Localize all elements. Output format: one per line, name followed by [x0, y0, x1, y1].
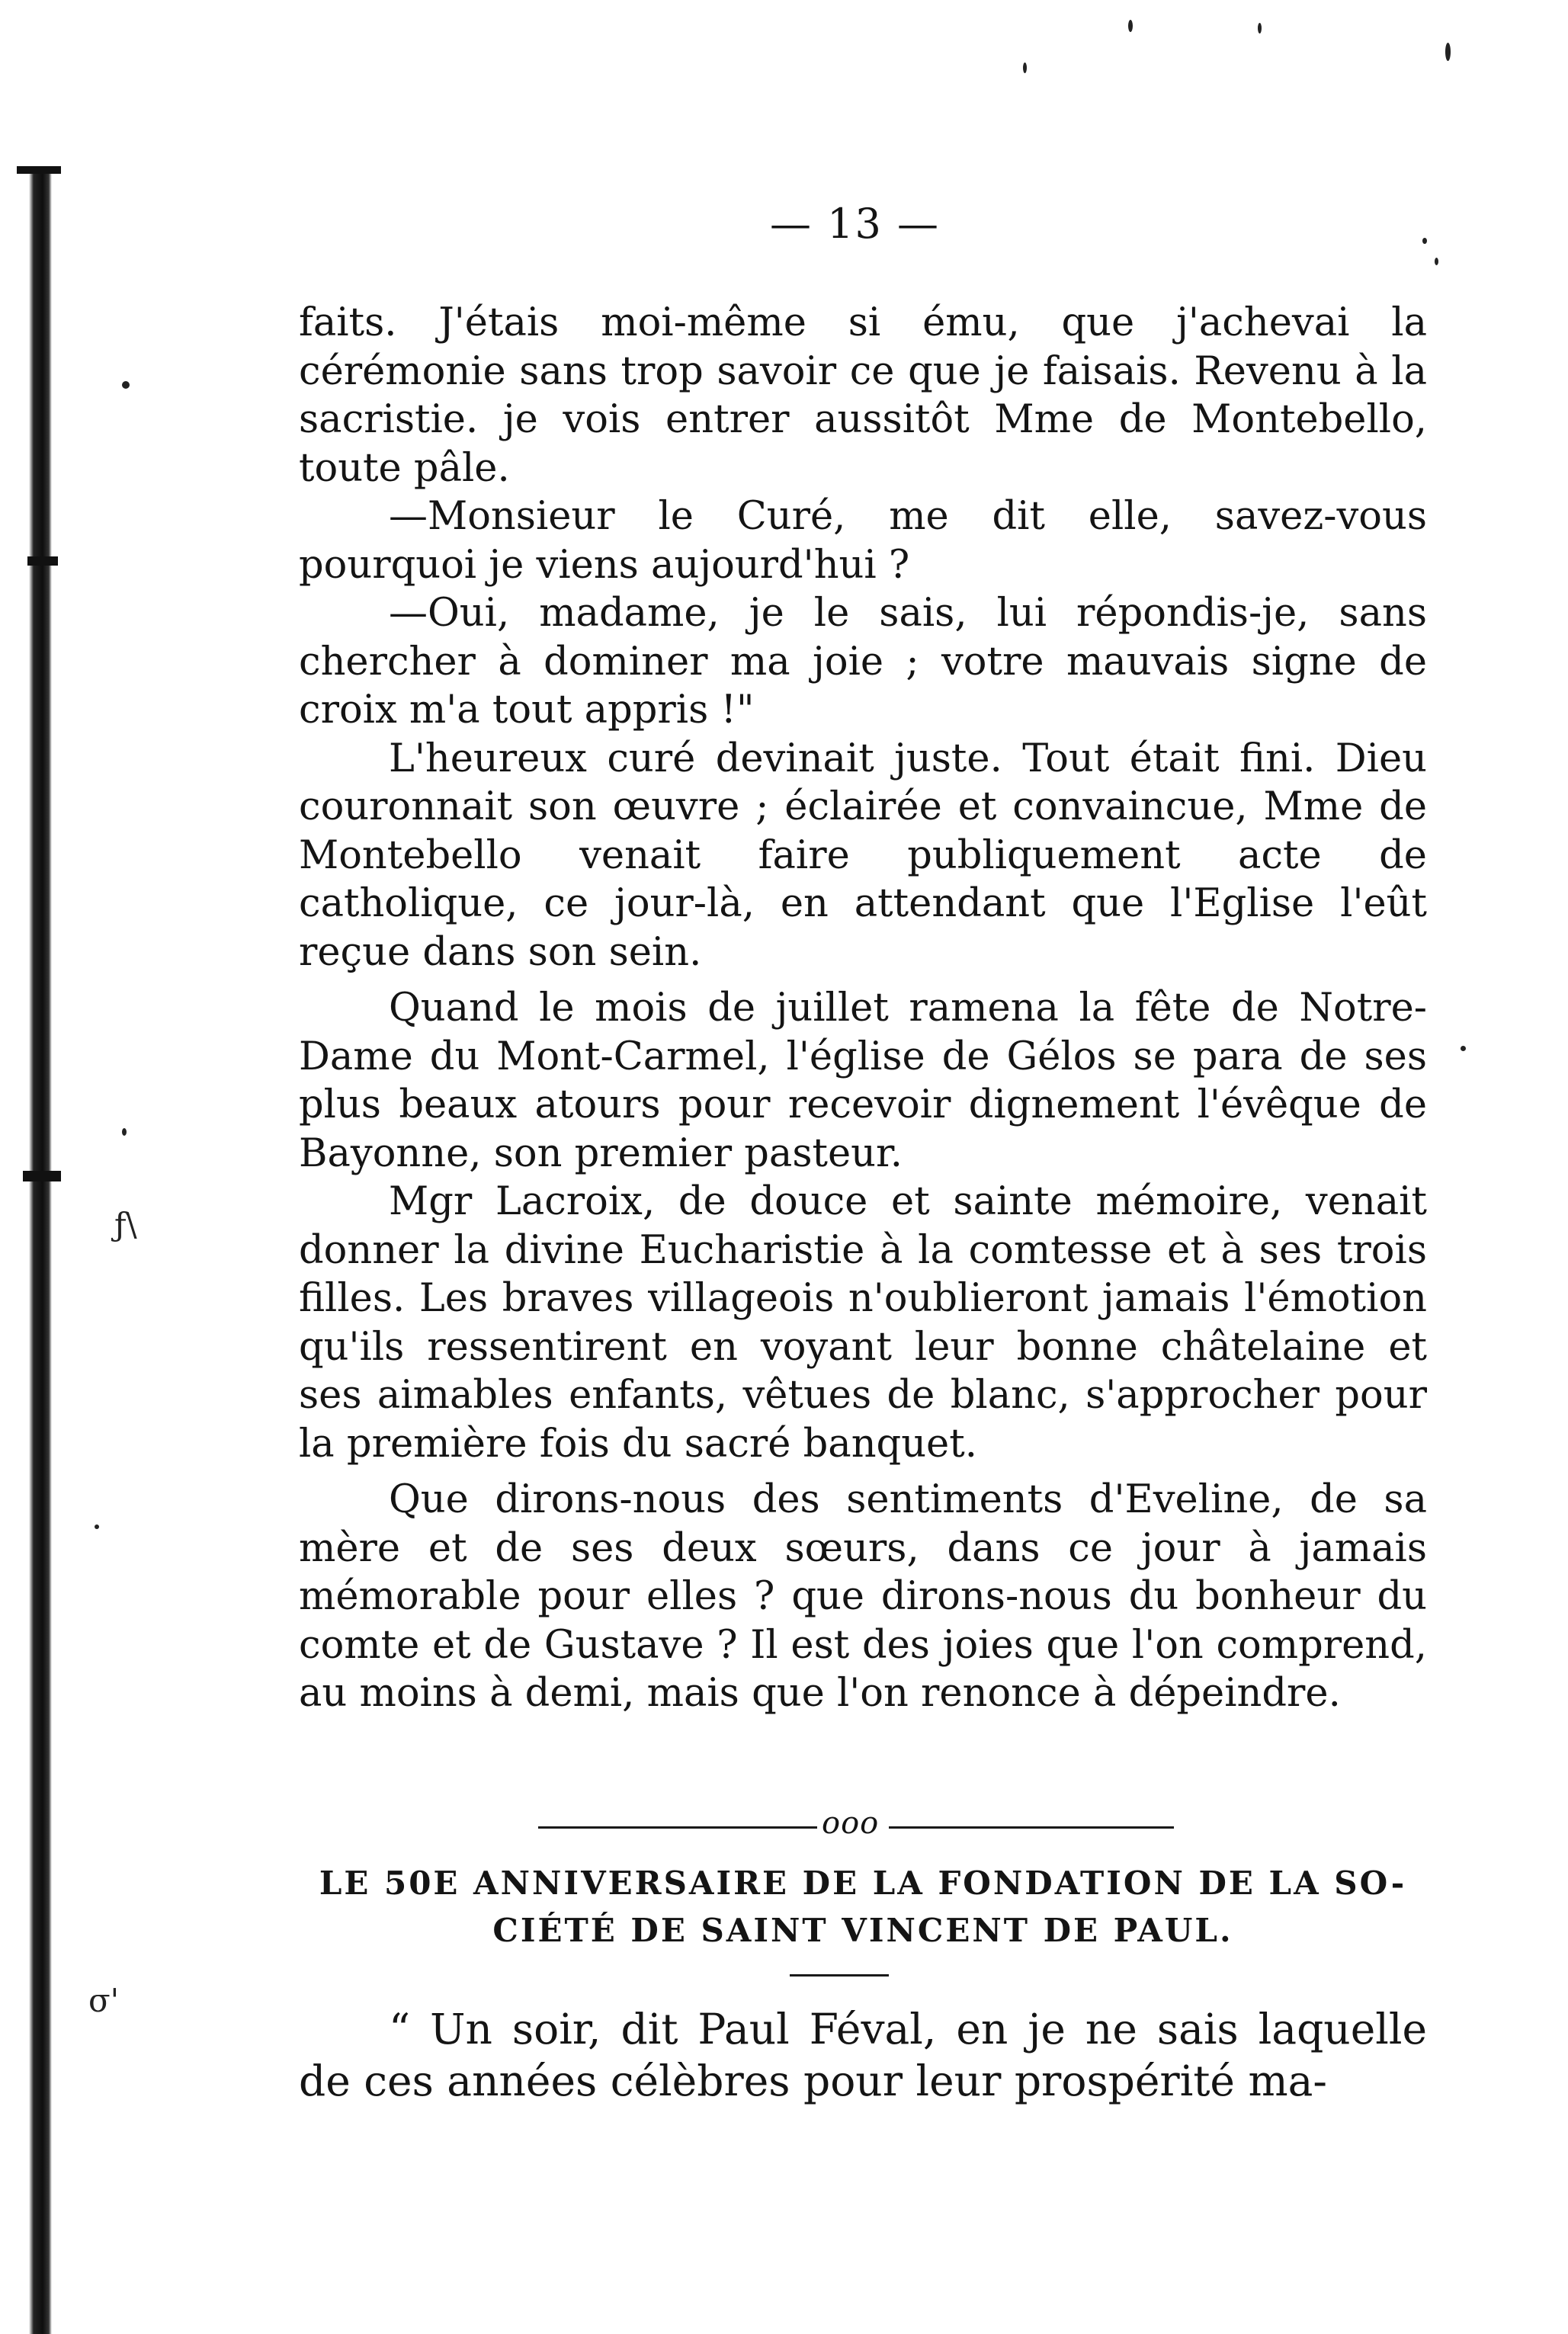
- scan-speck: [1258, 23, 1262, 34]
- binding-tick-mid: [23, 1171, 61, 1181]
- scan-speck: [122, 1128, 127, 1136]
- page-number: — 13 —: [770, 200, 941, 248]
- main-text: [299, 299, 1427, 1718]
- paragraph-6: Mgr Lacroix, de douce et sainte mémoire, venait donner la divine Eucharistie à la comtesse et à ses trois filles. Les braves villageois n'oublieront jamais l'émotion qu'ils ressentirent en voyant leur bonne châtelaine et ses aimables enfants, vêtues de blanc, s'approcher pour la première fois du sacré banquet.: [299, 1179, 1427, 1467]
- margin-mark-f: ƒ\: [114, 1206, 137, 1243]
- section-heading-line-2: CIÉTÉ DE SAINT VINCENT DE PAUL.: [492, 1912, 1233, 1949]
- section-opening-paragraph: “ Un soir, dit Paul Féval, en je ne sais laquelle de ces années célèbres pour leur prospérité ma-: [299, 2005, 1427, 2105]
- paragraph-3: —Oui, madame, je le sais, lui répondis-je, sans chercher à dominer ma joie ; votre mauvais signe de croix m'a tout appris !": [299, 591, 1427, 733]
- paragraph-7: Que dirons-nous des sentiments d'Eveline, de sa mère et de ses deux sœurs, dans ce jour à jamais mémorable pour elles ? que dirons-nous du bonheur du comte et de Gustave ? Il est des joies que l'on comprend, au moins à demi, mais que l'on renonce à dépeindre.: [299, 1477, 1427, 1716]
- scan-speck: [1128, 20, 1133, 32]
- section-heading-line-1: LE 50E ANNIVERSAIRE DE LA FONDATION DE LA SO-: [319, 1864, 1407, 1902]
- paragraph-2: —Monsieur le Curé, me dit elle, savez-vous pourquoi je viens aujourd'hui ?: [299, 494, 1427, 588]
- scan-speck: [1422, 238, 1427, 244]
- scan-speck: [95, 1524, 99, 1529]
- paragraph-5: Quand le mois de juillet ramena la fête de Notre-Dame du Mont-Carmel, l'église de Gélos se para de ses plus beaux atours pour recevoir dignement l'évêque de Bayonne, son premier pasteur.: [299, 986, 1427, 1176]
- scan-speck: [1445, 43, 1451, 61]
- scan-speck: [1435, 258, 1438, 265]
- separator-ornament: ooo: [822, 1806, 880, 1841]
- scan-speck: [1023, 63, 1027, 73]
- paragraph-1: faits. J'étais moi-même si ému, que j'achevai la cérémonie sans trop savoir ce que je faisais. Revenu à la sacristie. je vois entrer aussitôt Mme de Montebello, toute pâle.: [299, 300, 1427, 491]
- margin-mark-sigma: σ': [88, 1982, 120, 2019]
- separator-rule-left: [538, 1826, 817, 1829]
- heading-underline: [790, 1974, 889, 1977]
- binding-tick-low: [27, 556, 58, 566]
- book-binding-edge: [29, 172, 52, 2334]
- scan-speck: [122, 381, 130, 389]
- separator-rule-right: [889, 1826, 1174, 1829]
- binding-tick-top: [17, 166, 61, 174]
- scan-speck: [1461, 1046, 1466, 1051]
- section-heading: [299, 1860, 1427, 1954]
- paragraph-4: L'heureux curé devinait juste. Tout était fini. Dieu couronnait son œuvre ; éclairée et convaincue, Mme de Montebello venait faire publiquement acte de catholique, ce jour-là, en attendant que l'Eglise l'eût reçue dans son sein.: [299, 736, 1427, 975]
